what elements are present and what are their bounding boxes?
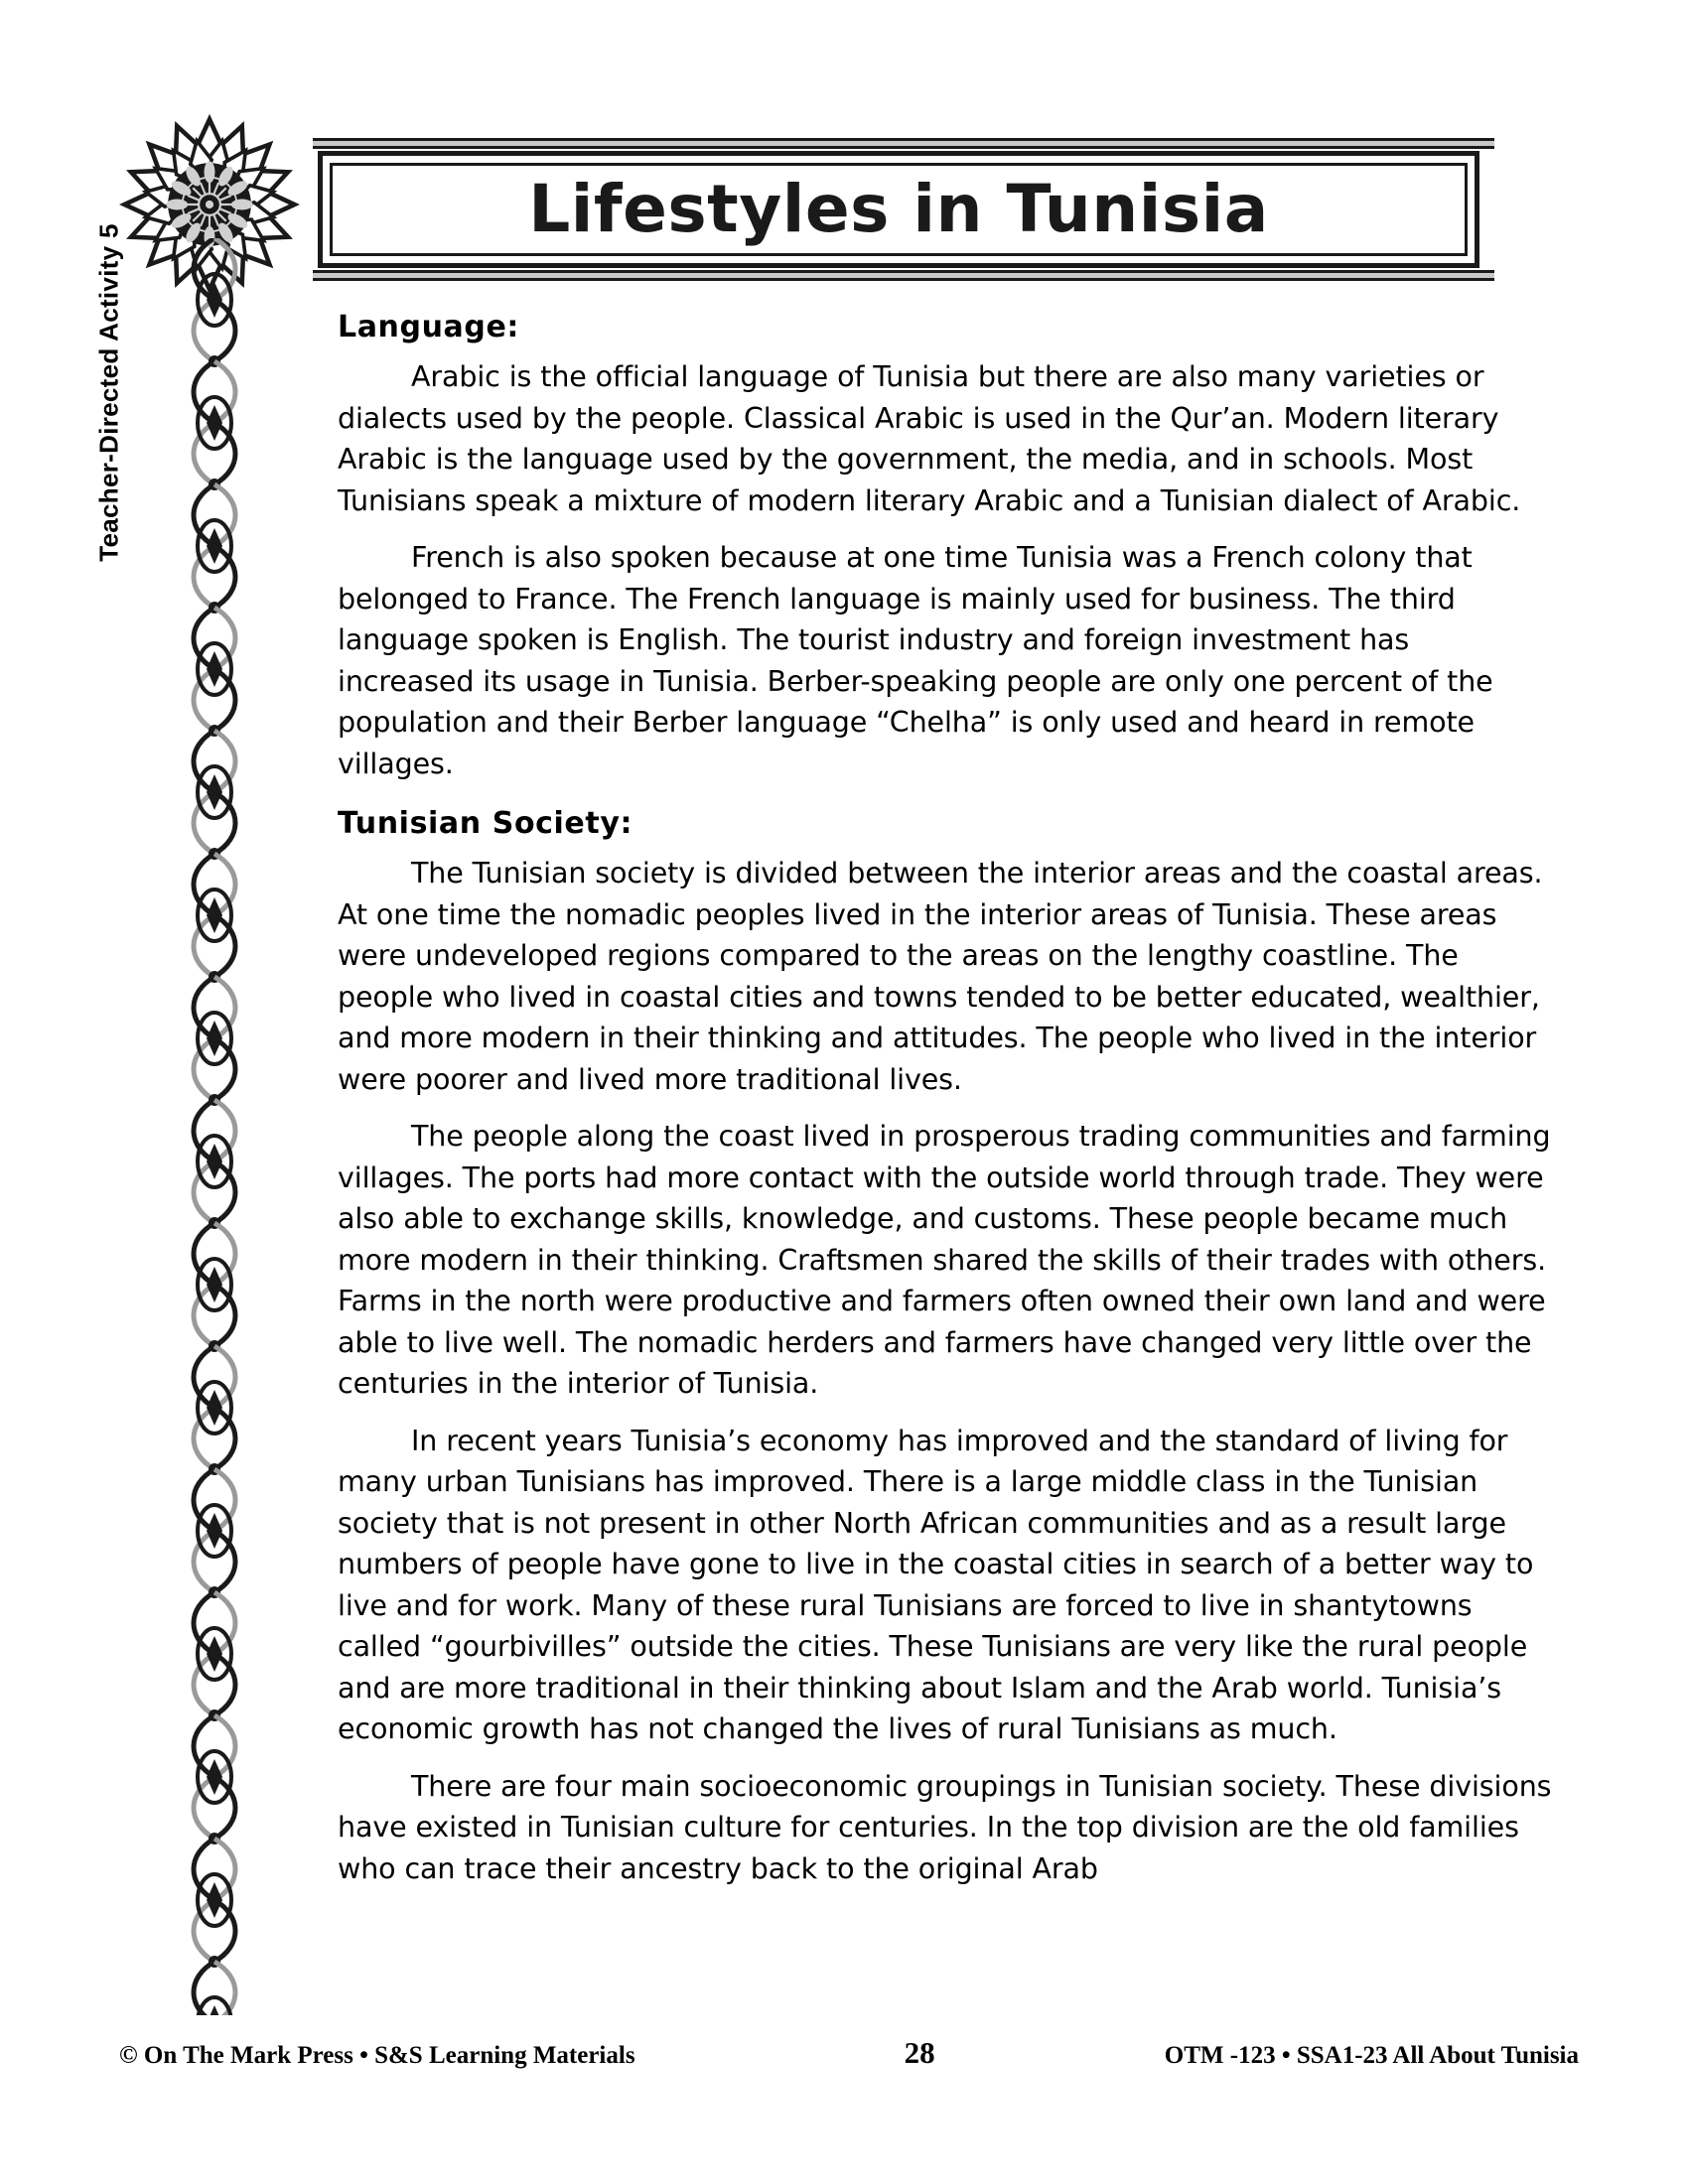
banner-bottom-rule [313, 270, 1494, 281]
footer-copyright: © On The Mark Press • S&S Learning Materials [119, 2042, 635, 2069]
side-activity-label: Teacher-Directed Activity 5 [93, 223, 124, 562]
article-content [338, 310, 1554, 1889]
page-title-banner [318, 151, 1479, 268]
paragraph: Arabic is the official language of Tunisia but there are also many varieties or dialects used by the people. Classical Arabic is used in the Qur’an. Modern literary Arabic is the language used by the government, the media, and in schools. Most Tunisians speak a mixture of modern literary Arabic and a Tunisian dialect of Arabic. [338, 360, 1521, 517]
paragraph: The people along the coast lived in prosperous trading communities and farming villages. The ports had more contact with the outside world through trade. They were also able to exchange skills, knowledge, and customs. These people became much more modern in their thinking. Craftsmen shared the skills of their trades with others. Farms in the north were productive and farmers often owned their own land and were able to live well. The nomadic herders and farmers have changed very little over the centuries in the interior of Tunisia. [338, 1120, 1551, 1400]
footer-page-number: 28 [904, 2035, 935, 2070]
paragraph: French is also spoken because at one time Tunisia was a French colony that belonged to France. The French language is mainly used for business. The third language spoken is English. The tourist industry and foreign investment has increased its usage in Tunisia. Berber-speaking people are only one percent of the population and their Berber language “Chelha” is only used and heard in remote villages. [338, 541, 1493, 780]
page-title: Lifestyles in Tunisia [528, 171, 1269, 247]
paragraph: There are four main socioeconomic groupings in Tunisian society. These divisions have existed in Tunisian culture for centuries. In the top division are the old families who can trace their ancestry back to the original Arab [338, 1769, 1552, 1885]
footer-product-code: OTM -123 • SSA1-23 All About Tunisia [1164, 2042, 1579, 2069]
page-footer [119, 2035, 1579, 2071]
section-heading-tunisian-society: Tunisian Society: [338, 806, 633, 841]
ornamental-vine-border [167, 238, 262, 2015]
banner-top-rule [313, 138, 1494, 149]
paragraph: The Tunisian society is divided between the interior areas and the coastal areas. At one time the nomadic peoples lived in the interior areas of Tunisia. These areas were undeveloped regions compared to the areas on the lengthy coastline. The people who lived in coastal cities and towns tended to be better educated, wealthier, and more modern in their thinking and attitudes. The people who lived in the interior were poorer and lived more traditional lives. [338, 857, 1543, 1096]
paragraph: In recent years Tunisia’s economy has improved and the standard of living for many urban Tunisians has improved. There is a large middle class in the Tunisian society that is not present in other North African communities and as a result large numbers of people have gone to live in the coastal cities in search of a better way to live and for work. Many of these rural Tunisians are forced to live in shantytowns called “gourbivilles” outside the cities. These Tunisians are very like the rural people and are more traditional in their thinking about Islam and the Arab world. Tunisia’s economic growth has not changed the lives of rural Tunisians as much. [338, 1424, 1534, 1745]
section-heading-language: Language: [338, 310, 520, 344]
